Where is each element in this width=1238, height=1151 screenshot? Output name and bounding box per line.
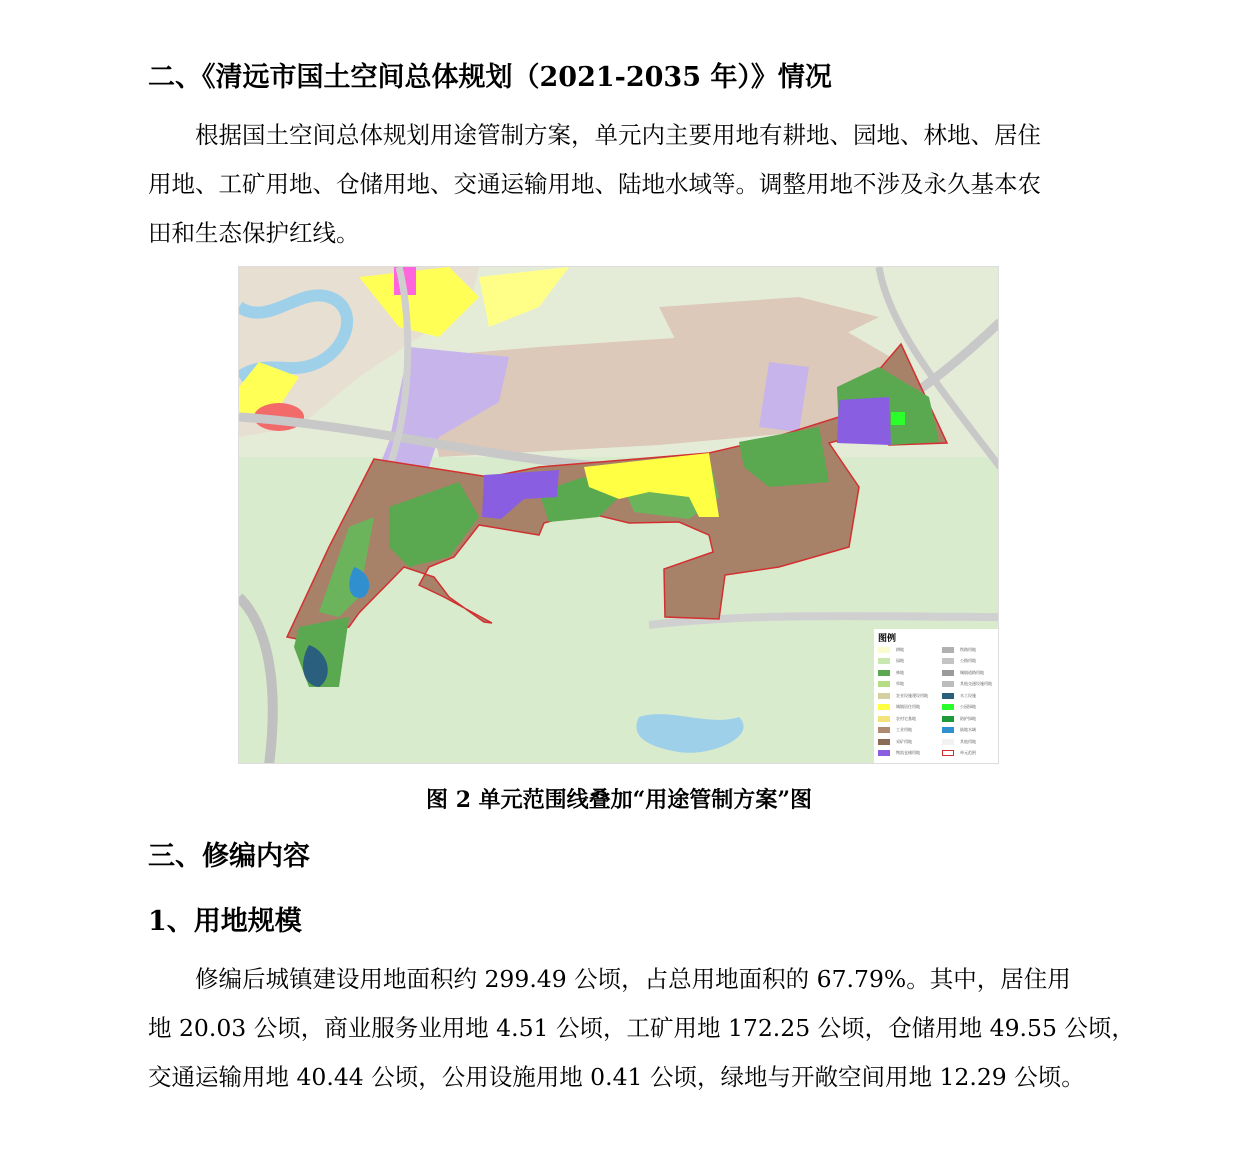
legend-item [942, 737, 976, 746]
legend-label: 防护绿地 [960, 715, 976, 721]
legend-swatch [942, 716, 954, 722]
section-heading-2: 二、《清远市国土空间总体规划（2021-2035 年）》情况 [148, 62, 832, 93]
paragraph-line: 用地、工矿用地、仓储用地、交通运输用地、陆地水域等。调整用地不涉及永久基本农 [148, 170, 1041, 198]
legend-item [942, 691, 976, 700]
land-use-map [239, 267, 999, 764]
legend-label: 草地 [896, 681, 904, 686]
legend-item [878, 680, 904, 689]
legend-swatch [942, 704, 954, 710]
legend-label: 采矿用地 [896, 738, 912, 744]
land-use-map-figure [238, 266, 999, 764]
legend-swatch [942, 739, 954, 745]
legend-label: 园地 [896, 658, 904, 663]
section-heading-3: 三、修编内容 [148, 841, 310, 872]
legend-item [942, 645, 976, 654]
legend-item [878, 714, 916, 723]
legend-swatch [878, 670, 890, 676]
legend-label: 其他用地 [960, 738, 976, 744]
legend-swatch [878, 647, 890, 653]
legend-swatch [878, 658, 890, 664]
legend-swatch [942, 693, 954, 699]
legend-swatch [878, 693, 890, 699]
legend-label: 公路用地 [960, 658, 976, 663]
legend-item [878, 726, 912, 735]
legend-item [942, 657, 976, 666]
logistics-patch [837, 397, 891, 445]
legend-item [878, 749, 920, 758]
paragraph-line: 交通运输用地 40.44 公顷，公用设施用地 0.41 公顷，绿地与开敞空间用地 12.29 公顷。 [148, 1063, 1085, 1091]
legend-item [942, 726, 976, 735]
legend-item [878, 703, 920, 712]
legend-swatch [942, 727, 954, 733]
legend-swatch [878, 727, 890, 733]
legend-swatch [942, 670, 954, 676]
legend-label: 陆地水域 [960, 727, 976, 732]
section3-1-paragraph [148, 955, 1135, 1102]
section2-paragraph [148, 111, 1092, 258]
legend-label: 耕地 [896, 646, 904, 652]
legend-item [942, 714, 976, 723]
legend-swatch [942, 750, 954, 756]
legend-label: 公园绿地 [960, 704, 976, 709]
legend-label: 铁路用地 [960, 646, 976, 652]
legend-label: 工业用地 [896, 727, 912, 732]
legend-item [878, 645, 904, 654]
paragraph-line: 根据国土空间总体规划用途管制方案，单元内主要用地有耕地、园地、林地、居住 [195, 121, 1041, 149]
paragraph-line: 田和生态保护红线。 [148, 219, 360, 247]
legend-label: 农村宅基地 [896, 715, 916, 721]
legend-label: 农业设施建设用地 [896, 692, 928, 698]
subsection-heading-3-1: 1、用地规模 [148, 906, 302, 937]
map-legend [874, 629, 999, 764]
legend-swatch [942, 681, 954, 687]
legend-item [878, 657, 904, 666]
legend-title: 图例 [878, 634, 897, 644]
legend-swatch [878, 704, 890, 710]
legend-label: 城镇道路用地 [960, 669, 984, 675]
paragraph-line: 修编后城镇建设用地面积约 299.49 公顷，占总用地面积的 67.79%。其中，居住用 [195, 965, 1071, 993]
legend-item [942, 680, 992, 689]
legend-label: 物流仓储用地 [896, 750, 920, 755]
legend-swatch [878, 750, 890, 756]
figure-caption: 图 2 单元范围线叠加“用途管制方案”图 [426, 787, 812, 813]
legend-label: 城镇居住用地 [896, 704, 920, 709]
legend-swatch [942, 647, 954, 653]
park-patch [891, 412, 905, 425]
legend-swatch [878, 716, 890, 722]
legend-label: 林地 [896, 669, 904, 675]
legend-label: 其他交通设施用地 [960, 681, 992, 686]
legend-item [878, 668, 904, 677]
legend-item [878, 691, 928, 700]
legend-swatch [878, 681, 890, 687]
legend-item [942, 703, 976, 712]
legend-label: 单元范围 [960, 750, 976, 755]
legend-item [878, 737, 912, 746]
legend-item [942, 668, 984, 677]
legend-swatch [942, 658, 954, 664]
legend-label: 水工设施 [960, 692, 976, 698]
paragraph-line: 地 20.03 公顷，商业服务业用地 4.51 公顷，工矿用地 172.25 公顷，仓储用地 49.55 公顷， [148, 1014, 1135, 1042]
legend-item [942, 749, 976, 758]
legend-swatch [878, 739, 890, 745]
